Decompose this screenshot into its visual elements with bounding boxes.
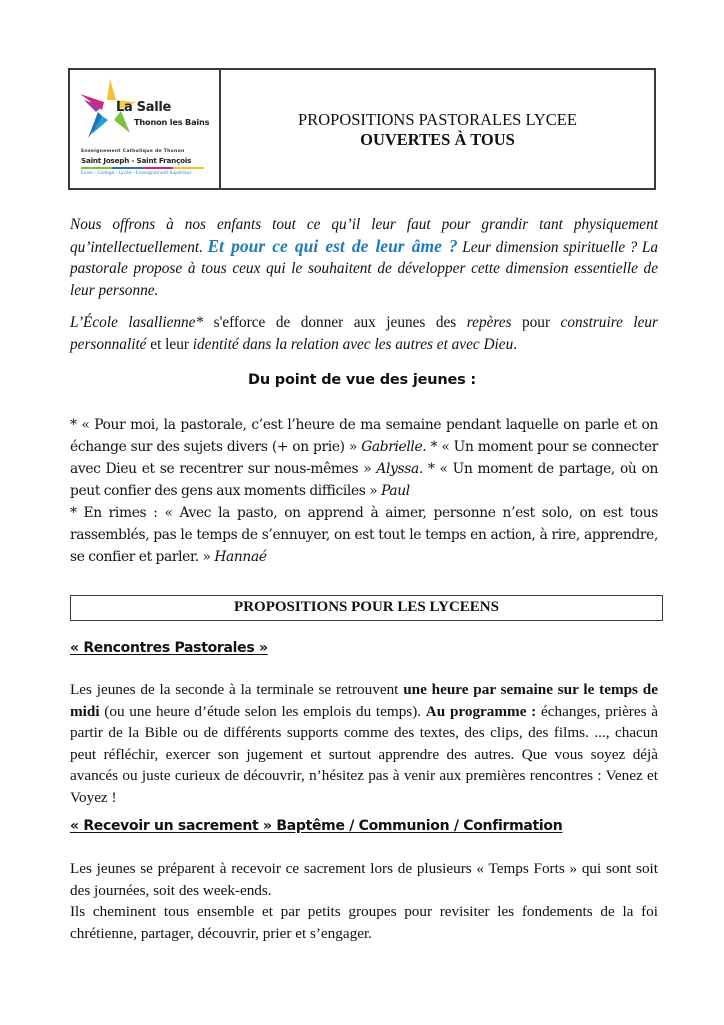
quote-text: * « Un moment de partage, où on peut confier des gens aux moments difficiles » [70, 461, 658, 499]
rencontres-bold: Au programme : [425, 702, 537, 720]
intro-highlight: Et pour ce qui est de leur âme ? [207, 235, 458, 256]
rencontres-heading: « Rencontres Pastorales » [70, 640, 268, 656]
sacrement-text: Ils cheminent tous ensemble et par petits groupes pour revisiter les fondements de la foi chrétienne, partager, découvrir, prier et s’engager. [70, 903, 658, 942]
quote-text: * « Pour moi, la pastorale, c’est l’heure de ma semaine pendant laquelle on parle et on échange sur des sujets divers (+ on prie) » [70, 417, 658, 455]
quote-author: Paul [381, 483, 410, 499]
rencontres-paragraph [70, 679, 658, 808]
rencontres-text: (ou une heure d’étude selon les emplois du temps). [99, 702, 426, 720]
title-line-2: OUVERTES À TOUS [360, 130, 515, 149]
school-logo [70, 70, 221, 188]
rencontres-bold: une heure par semaine sur le temps de midi [70, 681, 658, 720]
logo-name: La Salle [116, 100, 172, 115]
quote-author: Gabrielle. [361, 439, 427, 455]
ecole-text: L’École lasallienne* [70, 314, 204, 331]
rencontres-text: Les jeunes de la seconde à la terminale se retrouvent [70, 681, 404, 698]
ecole-paragraph [70, 312, 658, 355]
sacrement-paragraph [70, 858, 658, 944]
quote-author: Hannaé [214, 549, 267, 565]
sacrement-heading: « Recevoir un sacrement » Baptême / Communion / Confirmation [70, 818, 563, 834]
rencontres-text: échanges, prières à partir de la Bible ou de différents supports comme des textes, des clips, des films. ..., chacun peut réfléchir, exercer son jugement et surtout apprendre des autres. Que vous soyez déjà avancés ou juste curieux de découvrir, n’hésitez pas à venir aux premières rencontres : Venez et Voyez ! [70, 702, 659, 806]
logo-city: Thonon les Bains [134, 117, 210, 127]
quote-author: Alyssa. [376, 461, 423, 477]
title-line-1: PROPOSITIONS PASTORALES LYCEE [298, 110, 577, 129]
logo-school-name: Saint Joseph - Saint François [81, 156, 192, 165]
intro-text: Nous offrons à nos enfants tout ce qu’il leur faut pour grandir tant physiquement qu’intellectuellement. [70, 216, 658, 256]
ecole-text: repères [466, 314, 512, 331]
logo-network: Enseignement Catholique de Thonon [81, 149, 185, 154]
pov-heading: Du point de vue des jeunes : [248, 372, 476, 388]
document-title [221, 70, 654, 188]
ecole-text: pour [511, 314, 561, 331]
ecole-text: construire leur personnalité [70, 314, 658, 353]
quotes-paragraph [70, 414, 658, 568]
logo-color-bar [81, 167, 204, 169]
logo-levels: Ecole - Collège - Lycée - Enseignement Supérieur [81, 171, 192, 176]
quote-text: * « Un moment pour se connecter avec Dieu et se recentrer sur nous-mêmes » [70, 439, 658, 477]
header-box [68, 68, 656, 190]
intro-paragraph [70, 214, 658, 301]
intro-text-2: Leur dimension spirituelle ? La pastorale propose à tous ceux qui le souhaitent de développer cette dimension essentielle de leur personne. [70, 238, 659, 299]
ecole-text: s'efforce de donner aux jeunes des [203, 314, 467, 331]
quote-text: * En rimes : « Avec la pasto, on apprend à aimer, personne n’est solo, on est tous rassemblés, pas le temps de s’ennuyer, on est tout le temps en action, à rire, apprendre, se confier et parler. » [70, 505, 658, 565]
ecole-text: . [513, 335, 518, 353]
ecole-text: et leur [146, 335, 193, 353]
section-title: PROPOSITIONS POUR LES LYCEENS [70, 595, 663, 621]
sacrement-text: Les jeunes se préparent à recevoir ce sacrement lors de plusieurs « Temps Forts » qui sont soit des journées, soit des week-ends. [70, 860, 658, 899]
ecole-text: identité dans la relation avec les autres et avec Dieu [192, 335, 514, 353]
